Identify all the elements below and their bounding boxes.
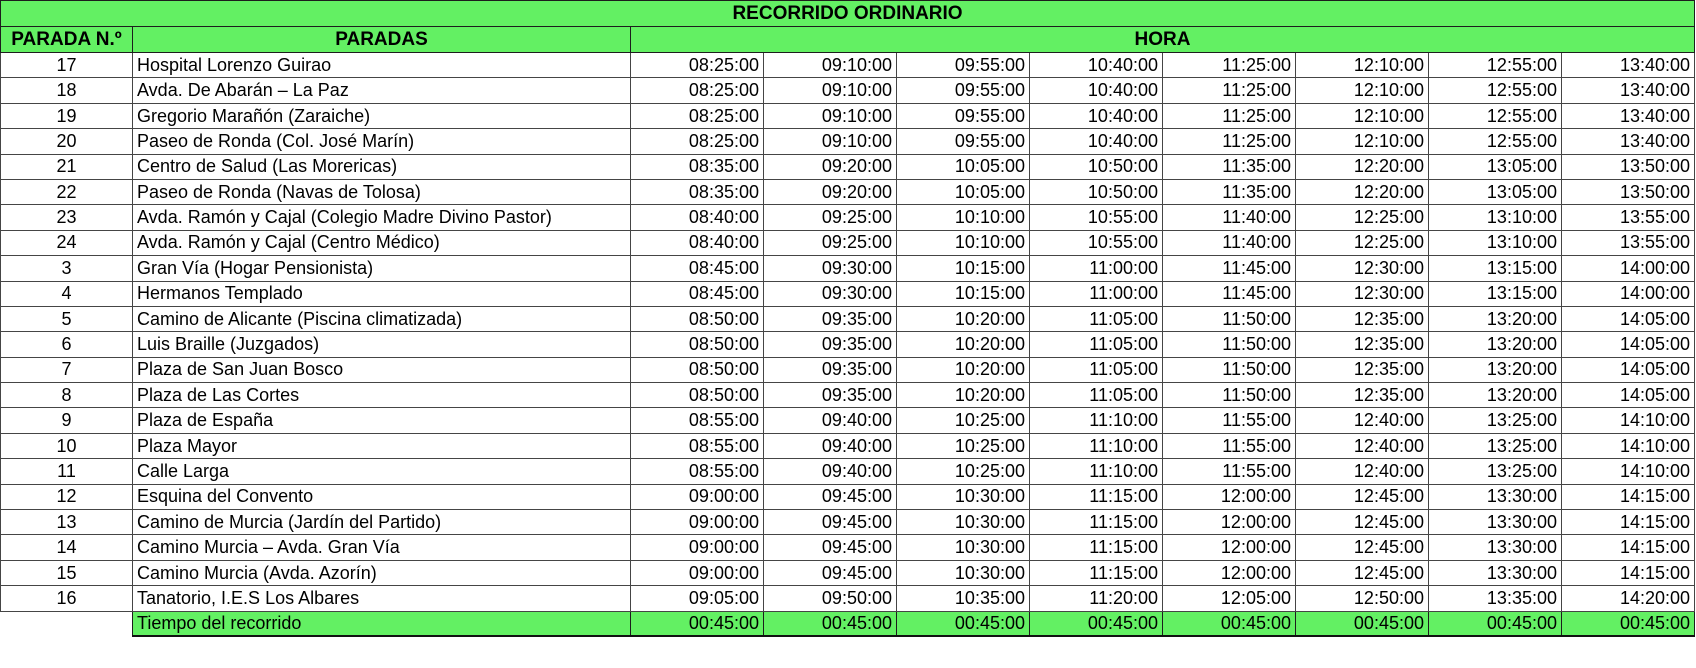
time-cell: 09:00:00 xyxy=(631,484,764,509)
time-cell: 14:05:00 xyxy=(1562,306,1695,331)
stop-number-cell: 18 xyxy=(1,78,133,103)
stop-number-cell: 20 xyxy=(1,129,133,154)
stop-name-cell: Gregorio Marañón (Zaraiche) xyxy=(133,103,631,128)
time-cell: 09:40:00 xyxy=(764,408,897,433)
table-row xyxy=(1,408,1695,433)
time-cell: 14:20:00 xyxy=(1562,586,1695,611)
time-cell: 14:05:00 xyxy=(1562,383,1695,408)
time-cell: 13:15:00 xyxy=(1429,281,1562,306)
table-row xyxy=(1,433,1695,458)
table-row xyxy=(1,78,1695,103)
stop-number-cell: 5 xyxy=(1,306,133,331)
time-cell: 12:45:00 xyxy=(1296,510,1429,535)
time-cell: 12:10:00 xyxy=(1296,103,1429,128)
time-cell: 09:10:00 xyxy=(764,129,897,154)
time-cell: 10:20:00 xyxy=(897,306,1030,331)
time-cell: 08:50:00 xyxy=(631,383,764,408)
time-cell: 11:50:00 xyxy=(1163,357,1296,382)
stop-number-cell: 23 xyxy=(1,205,133,230)
time-cell: 10:30:00 xyxy=(897,510,1030,535)
stop-number-cell: 3 xyxy=(1,256,133,281)
table-row xyxy=(1,306,1695,331)
time-cell: 13:20:00 xyxy=(1429,383,1562,408)
time-cell: 12:00:00 xyxy=(1163,484,1296,509)
time-cell: 08:25:00 xyxy=(631,78,764,103)
time-cell: 11:55:00 xyxy=(1163,433,1296,458)
stop-name-cell: Gran Vía (Hogar Pensionista) xyxy=(133,256,631,281)
time-cell: 12:10:00 xyxy=(1296,53,1429,78)
time-cell: 11:15:00 xyxy=(1030,510,1163,535)
time-cell: 14:05:00 xyxy=(1562,357,1695,382)
time-cell: 09:55:00 xyxy=(897,129,1030,154)
time-cell: 08:50:00 xyxy=(631,357,764,382)
time-cell: 10:30:00 xyxy=(897,560,1030,585)
time-cell: 11:15:00 xyxy=(1030,560,1163,585)
time-cell: 09:25:00 xyxy=(764,230,897,255)
stop-name-cell: Camino Murcia – Avda. Gran Vía xyxy=(133,535,631,560)
table-row xyxy=(1,459,1695,484)
stop-number-cell: 6 xyxy=(1,332,133,357)
stop-number-cell: 7 xyxy=(1,357,133,382)
time-cell: 09:45:00 xyxy=(764,560,897,585)
time-cell: 11:55:00 xyxy=(1163,459,1296,484)
time-cell: 13:25:00 xyxy=(1429,459,1562,484)
time-cell: 11:15:00 xyxy=(1030,535,1163,560)
time-cell: 12:10:00 xyxy=(1296,129,1429,154)
time-cell: 12:45:00 xyxy=(1296,535,1429,560)
route-time-value-cell: 00:45:00 xyxy=(1030,611,1163,636)
time-cell: 12:45:00 xyxy=(1296,484,1429,509)
table-row xyxy=(1,586,1695,611)
table-row xyxy=(1,129,1695,154)
time-cell: 12:55:00 xyxy=(1429,103,1562,128)
route-time-value-cell: 00:45:00 xyxy=(631,611,764,636)
time-cell: 13:55:00 xyxy=(1562,205,1695,230)
stop-name-cell: Plaza Mayor xyxy=(133,433,631,458)
stop-number-cell: 17 xyxy=(1,53,133,78)
time-cell: 12:40:00 xyxy=(1296,459,1429,484)
stop-number-cell: 9 xyxy=(1,408,133,433)
time-cell: 09:35:00 xyxy=(764,332,897,357)
time-cell: 11:10:00 xyxy=(1030,459,1163,484)
route-time-value-cell: 00:45:00 xyxy=(1296,611,1429,636)
column-header-hora: HORA xyxy=(631,27,1695,53)
stop-number-cell: 19 xyxy=(1,103,133,128)
time-cell: 12:20:00 xyxy=(1296,154,1429,179)
time-cell: 09:00:00 xyxy=(631,510,764,535)
time-cell: 14:15:00 xyxy=(1562,560,1695,585)
stop-number-cell: 14 xyxy=(1,535,133,560)
table-row xyxy=(1,332,1695,357)
time-cell: 10:50:00 xyxy=(1030,154,1163,179)
time-cell: 08:50:00 xyxy=(631,332,764,357)
time-cell: 11:05:00 xyxy=(1030,383,1163,408)
page-title: RECORRIDO ORDINARIO xyxy=(1,1,1695,27)
table-row xyxy=(1,103,1695,128)
time-cell: 08:55:00 xyxy=(631,459,764,484)
time-cell: 09:05:00 xyxy=(631,586,764,611)
time-cell: 09:20:00 xyxy=(764,179,897,204)
stop-number-cell: 11 xyxy=(1,459,133,484)
time-cell: 12:50:00 xyxy=(1296,586,1429,611)
stop-number-cell: 13 xyxy=(1,510,133,535)
stop-name-cell: Tanatorio, I.E.S Los Albares xyxy=(133,586,631,611)
time-cell: 12:25:00 xyxy=(1296,230,1429,255)
time-cell: 12:00:00 xyxy=(1163,510,1296,535)
time-cell: 11:35:00 xyxy=(1163,179,1296,204)
time-cell: 09:20:00 xyxy=(764,154,897,179)
time-cell: 11:50:00 xyxy=(1163,383,1296,408)
time-cell: 14:10:00 xyxy=(1562,433,1695,458)
time-cell: 08:25:00 xyxy=(631,53,764,78)
time-cell: 10:05:00 xyxy=(897,154,1030,179)
time-cell: 08:55:00 xyxy=(631,433,764,458)
time-cell: 11:10:00 xyxy=(1030,408,1163,433)
footer-empty-cell xyxy=(1,611,133,636)
stop-name-cell: Hospital Lorenzo Guirao xyxy=(133,53,631,78)
time-cell: 08:40:00 xyxy=(631,205,764,230)
time-cell: 12:35:00 xyxy=(1296,332,1429,357)
time-cell: 10:20:00 xyxy=(897,383,1030,408)
timetable-body xyxy=(1,53,1695,637)
time-cell: 13:25:00 xyxy=(1429,433,1562,458)
stop-number-cell: 21 xyxy=(1,154,133,179)
time-cell: 11:20:00 xyxy=(1030,586,1163,611)
stop-number-cell: 4 xyxy=(1,281,133,306)
time-cell: 09:10:00 xyxy=(764,53,897,78)
time-cell: 10:25:00 xyxy=(897,459,1030,484)
time-cell: 09:45:00 xyxy=(764,510,897,535)
time-cell: 12:55:00 xyxy=(1429,129,1562,154)
time-cell: 09:45:00 xyxy=(764,535,897,560)
table-row xyxy=(1,383,1695,408)
time-cell: 13:40:00 xyxy=(1562,78,1695,103)
time-cell: 10:20:00 xyxy=(897,332,1030,357)
time-cell: 14:15:00 xyxy=(1562,535,1695,560)
time-cell: 13:30:00 xyxy=(1429,484,1562,509)
time-cell: 12:35:00 xyxy=(1296,383,1429,408)
time-cell: 12:45:00 xyxy=(1296,560,1429,585)
stop-name-cell: Plaza de Las Cortes xyxy=(133,383,631,408)
time-cell: 13:50:00 xyxy=(1562,179,1695,204)
route-time-value-cell: 00:45:00 xyxy=(1163,611,1296,636)
time-cell: 09:50:00 xyxy=(764,586,897,611)
stop-name-cell: Camino Murcia (Avda. Azorín) xyxy=(133,560,631,585)
stop-name-cell: Avda. De Abarán – La Paz xyxy=(133,78,631,103)
time-cell: 11:05:00 xyxy=(1030,306,1163,331)
time-cell: 11:50:00 xyxy=(1163,306,1296,331)
route-time-value-cell: 00:45:00 xyxy=(764,611,897,636)
time-cell: 10:55:00 xyxy=(1030,230,1163,255)
time-cell: 12:05:00 xyxy=(1163,586,1296,611)
time-cell: 11:05:00 xyxy=(1030,357,1163,382)
time-cell: 12:35:00 xyxy=(1296,306,1429,331)
time-cell: 13:40:00 xyxy=(1562,129,1695,154)
time-cell: 11:45:00 xyxy=(1163,281,1296,306)
time-cell: 09:45:00 xyxy=(764,484,897,509)
stop-name-cell: Calle Larga xyxy=(133,459,631,484)
table-row xyxy=(1,205,1695,230)
time-cell: 13:25:00 xyxy=(1429,408,1562,433)
time-cell: 12:55:00 xyxy=(1429,78,1562,103)
table-row xyxy=(1,53,1695,78)
stop-name-cell: Luis Braille (Juzgados) xyxy=(133,332,631,357)
time-cell: 08:25:00 xyxy=(631,103,764,128)
time-cell: 10:40:00 xyxy=(1030,129,1163,154)
time-cell: 09:30:00 xyxy=(764,281,897,306)
time-cell: 11:50:00 xyxy=(1163,332,1296,357)
time-cell: 11:15:00 xyxy=(1030,484,1163,509)
time-cell: 09:10:00 xyxy=(764,78,897,103)
time-cell: 10:50:00 xyxy=(1030,179,1163,204)
stop-name-cell: Paseo de Ronda (Navas de Tolosa) xyxy=(133,179,631,204)
time-cell: 13:20:00 xyxy=(1429,306,1562,331)
time-cell: 13:35:00 xyxy=(1429,586,1562,611)
stop-name-cell: Camino de Murcia (Jardín del Partido) xyxy=(133,510,631,535)
time-cell: 11:25:00 xyxy=(1163,129,1296,154)
time-cell: 12:00:00 xyxy=(1163,560,1296,585)
time-cell: 10:35:00 xyxy=(897,586,1030,611)
time-cell: 11:10:00 xyxy=(1030,433,1163,458)
title-row xyxy=(1,1,1695,27)
time-cell: 13:10:00 xyxy=(1429,230,1562,255)
table-row xyxy=(1,510,1695,535)
time-cell: 13:30:00 xyxy=(1429,510,1562,535)
time-cell: 14:15:00 xyxy=(1562,484,1695,509)
stop-name-cell: Camino de Alicante (Piscina climatizada) xyxy=(133,306,631,331)
time-cell: 09:40:00 xyxy=(764,433,897,458)
time-cell: 08:45:00 xyxy=(631,281,764,306)
time-cell: 11:55:00 xyxy=(1163,408,1296,433)
time-cell: 13:30:00 xyxy=(1429,560,1562,585)
time-cell: 11:25:00 xyxy=(1163,53,1296,78)
stop-name-cell: Avda. Ramón y Cajal (Centro Médico) xyxy=(133,230,631,255)
time-cell: 13:55:00 xyxy=(1562,230,1695,255)
time-cell: 10:20:00 xyxy=(897,357,1030,382)
stop-name-cell: Centro de Salud (Las Morericas) xyxy=(133,154,631,179)
time-cell: 12:35:00 xyxy=(1296,357,1429,382)
time-cell: 10:15:00 xyxy=(897,281,1030,306)
column-header-row xyxy=(1,27,1695,53)
time-cell: 08:55:00 xyxy=(631,408,764,433)
time-cell: 11:00:00 xyxy=(1030,281,1163,306)
time-cell: 10:40:00 xyxy=(1030,103,1163,128)
time-cell: 13:20:00 xyxy=(1429,332,1562,357)
stop-number-cell: 16 xyxy=(1,586,133,611)
footer-row xyxy=(1,611,1695,636)
time-cell: 10:10:00 xyxy=(897,205,1030,230)
column-header-stop-number: PARADA N.º xyxy=(1,27,133,53)
time-cell: 13:10:00 xyxy=(1429,205,1562,230)
time-cell: 09:55:00 xyxy=(897,53,1030,78)
time-cell: 10:05:00 xyxy=(897,179,1030,204)
route-time-value-cell: 00:45:00 xyxy=(897,611,1030,636)
route-time-label-cell: Tiempo del recorrido xyxy=(133,611,631,636)
time-cell: 10:10:00 xyxy=(897,230,1030,255)
time-cell: 11:00:00 xyxy=(1030,256,1163,281)
time-cell: 14:00:00 xyxy=(1562,281,1695,306)
stop-name-cell: Paseo de Ronda (Col. José Marín) xyxy=(133,129,631,154)
stop-name-cell: Avda. Ramón y Cajal (Colegio Madre Divino Pastor) xyxy=(133,205,631,230)
stop-number-cell: 12 xyxy=(1,484,133,509)
time-cell: 10:40:00 xyxy=(1030,78,1163,103)
stop-name-cell: Plaza de San Juan Bosco xyxy=(133,357,631,382)
time-cell: 13:05:00 xyxy=(1429,179,1562,204)
table-row xyxy=(1,256,1695,281)
time-cell: 09:10:00 xyxy=(764,103,897,128)
table-row xyxy=(1,230,1695,255)
time-cell: 10:15:00 xyxy=(897,256,1030,281)
time-cell: 12:40:00 xyxy=(1296,408,1429,433)
time-cell: 10:40:00 xyxy=(1030,53,1163,78)
time-cell: 13:50:00 xyxy=(1562,154,1695,179)
stop-name-cell: Plaza de España xyxy=(133,408,631,433)
stop-number-cell: 24 xyxy=(1,230,133,255)
time-cell: 08:25:00 xyxy=(631,129,764,154)
time-cell: 13:20:00 xyxy=(1429,357,1562,382)
stop-number-cell: 22 xyxy=(1,179,133,204)
time-cell: 12:00:00 xyxy=(1163,535,1296,560)
time-cell: 11:40:00 xyxy=(1163,205,1296,230)
route-time-value-cell: 00:45:00 xyxy=(1562,611,1695,636)
time-cell: 12:30:00 xyxy=(1296,256,1429,281)
table-row xyxy=(1,179,1695,204)
time-cell: 09:30:00 xyxy=(764,256,897,281)
time-cell: 09:35:00 xyxy=(764,306,897,331)
time-cell: 10:30:00 xyxy=(897,484,1030,509)
time-cell: 10:25:00 xyxy=(897,433,1030,458)
stop-number-cell: 15 xyxy=(1,560,133,585)
table-row xyxy=(1,560,1695,585)
time-cell: 09:55:00 xyxy=(897,103,1030,128)
time-cell: 08:35:00 xyxy=(631,179,764,204)
time-cell: 08:45:00 xyxy=(631,256,764,281)
table-row xyxy=(1,281,1695,306)
time-cell: 09:00:00 xyxy=(631,535,764,560)
time-cell: 12:30:00 xyxy=(1296,281,1429,306)
time-cell: 14:15:00 xyxy=(1562,510,1695,535)
time-cell: 10:30:00 xyxy=(897,535,1030,560)
time-cell: 14:10:00 xyxy=(1562,408,1695,433)
column-header-stops: PARADAS xyxy=(133,27,631,53)
time-cell: 08:50:00 xyxy=(631,306,764,331)
stop-number-cell: 10 xyxy=(1,433,133,458)
route-time-value-cell: 00:45:00 xyxy=(1429,611,1562,636)
time-cell: 10:25:00 xyxy=(897,408,1030,433)
time-cell: 11:05:00 xyxy=(1030,332,1163,357)
time-cell: 12:25:00 xyxy=(1296,205,1429,230)
time-cell: 14:05:00 xyxy=(1562,332,1695,357)
time-cell: 14:00:00 xyxy=(1562,256,1695,281)
time-cell: 11:25:00 xyxy=(1163,103,1296,128)
stop-name-cell: Hermanos Templado xyxy=(133,281,631,306)
time-cell: 12:40:00 xyxy=(1296,433,1429,458)
stop-number-cell: 8 xyxy=(1,383,133,408)
time-cell: 09:40:00 xyxy=(764,459,897,484)
table-row xyxy=(1,357,1695,382)
time-cell: 11:45:00 xyxy=(1163,256,1296,281)
time-cell: 08:35:00 xyxy=(631,154,764,179)
time-cell: 14:10:00 xyxy=(1562,459,1695,484)
time-cell: 12:55:00 xyxy=(1429,53,1562,78)
time-cell: 11:35:00 xyxy=(1163,154,1296,179)
time-cell: 12:20:00 xyxy=(1296,179,1429,204)
time-cell: 09:35:00 xyxy=(764,357,897,382)
time-cell: 12:10:00 xyxy=(1296,78,1429,103)
time-cell: 10:55:00 xyxy=(1030,205,1163,230)
stop-name-cell: Esquina del Convento xyxy=(133,484,631,509)
time-cell: 09:00:00 xyxy=(631,560,764,585)
time-cell: 13:40:00 xyxy=(1562,103,1695,128)
time-cell: 09:55:00 xyxy=(897,78,1030,103)
time-cell: 11:40:00 xyxy=(1163,230,1296,255)
time-cell: 08:40:00 xyxy=(631,230,764,255)
time-cell: 13:15:00 xyxy=(1429,256,1562,281)
time-cell: 11:25:00 xyxy=(1163,78,1296,103)
table-row xyxy=(1,484,1695,509)
time-cell: 13:05:00 xyxy=(1429,154,1562,179)
table-row xyxy=(1,154,1695,179)
time-cell: 09:35:00 xyxy=(764,383,897,408)
time-cell: 13:40:00 xyxy=(1562,53,1695,78)
time-cell: 09:25:00 xyxy=(764,205,897,230)
table-row xyxy=(1,535,1695,560)
time-cell: 13:30:00 xyxy=(1429,535,1562,560)
